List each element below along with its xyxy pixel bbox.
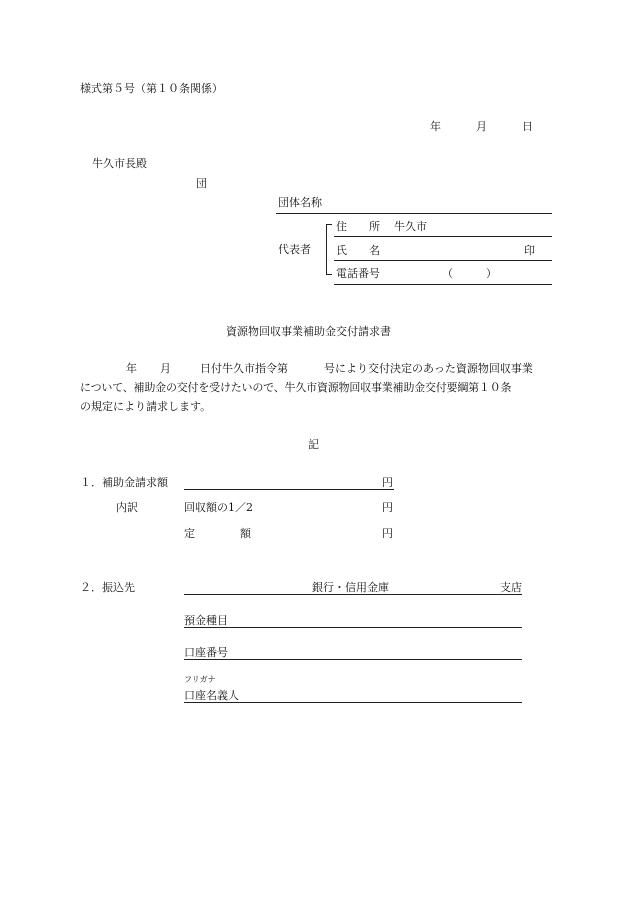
body-year: 年 bbox=[126, 362, 137, 375]
bracket-vertical bbox=[326, 224, 327, 274]
phone-underline bbox=[334, 284, 552, 285]
account-number-label: 口座番号 bbox=[184, 646, 228, 659]
bank-label: 銀行・信用金庫 bbox=[312, 581, 389, 594]
date-month: 月 bbox=[476, 120, 487, 133]
bank-underline bbox=[184, 594, 522, 595]
breakdown-item2-a: 定 bbox=[184, 527, 195, 540]
date-day: 日 bbox=[522, 120, 533, 133]
phone-label: 電話番号 bbox=[336, 267, 380, 280]
body-line1-a: 日付牛久市指令第 bbox=[200, 362, 288, 375]
furigana-label: フリガナ bbox=[184, 675, 216, 684]
org-name-underline bbox=[276, 213, 552, 214]
body-line2: について、補助金の交付を受けたいので、牛久市資源物回収事業補助金交付要綱第１０条 bbox=[80, 381, 512, 394]
body-month: 月 bbox=[160, 362, 171, 375]
account-type-label: 預金種目 bbox=[184, 614, 228, 627]
name-label: 氏 名 bbox=[336, 244, 380, 257]
body-line1-b: 号により交付決定のあった資源物回収事業 bbox=[324, 362, 533, 375]
account-holder-label: 口座名義人 bbox=[184, 689, 239, 702]
seal-mark: 印 bbox=[524, 244, 535, 257]
amount-underline bbox=[184, 489, 394, 490]
account-holder-underline bbox=[184, 702, 522, 703]
breakdown-item1-yen: 円 bbox=[382, 501, 393, 514]
stamp-char: 団 bbox=[196, 177, 207, 190]
section2-label: ２．振込先 bbox=[80, 581, 135, 594]
bracket-bottom bbox=[326, 274, 332, 275]
amount-yen: 円 bbox=[382, 476, 393, 489]
breakdown-item2-b: 額 bbox=[240, 527, 251, 540]
address-underline bbox=[334, 236, 552, 237]
form-number: 様式第５号（第１０条関係） bbox=[80, 82, 223, 95]
account-type-underline bbox=[184, 627, 522, 628]
document-title: 資源物回収事業補助金交付請求書 bbox=[226, 325, 391, 338]
breakdown-label: 内訳 bbox=[116, 501, 138, 514]
breakdown-item2-yen: 円 bbox=[382, 527, 393, 540]
ki-mark: 記 bbox=[308, 438, 319, 451]
body-line3: の規定により請求します。 bbox=[80, 400, 212, 413]
account-number-underline bbox=[184, 659, 522, 660]
section1-label: １．補助金請求額 bbox=[80, 476, 168, 489]
org-name-label: 団体名称 bbox=[278, 196, 322, 209]
representative-label: 代表者 bbox=[278, 243, 311, 256]
bracket-top bbox=[326, 224, 332, 225]
date-year: 年 bbox=[430, 120, 441, 133]
name-underline bbox=[334, 260, 552, 261]
address-label: 住 所 bbox=[336, 220, 380, 233]
breakdown-item1: 回収額の1／2 bbox=[184, 501, 253, 514]
branch-label: 支店 bbox=[500, 581, 522, 594]
address-value: 牛久市 bbox=[394, 220, 427, 233]
addressee: 牛久市長殿 bbox=[92, 157, 147, 170]
phone-paren: （ ） bbox=[442, 267, 497, 280]
